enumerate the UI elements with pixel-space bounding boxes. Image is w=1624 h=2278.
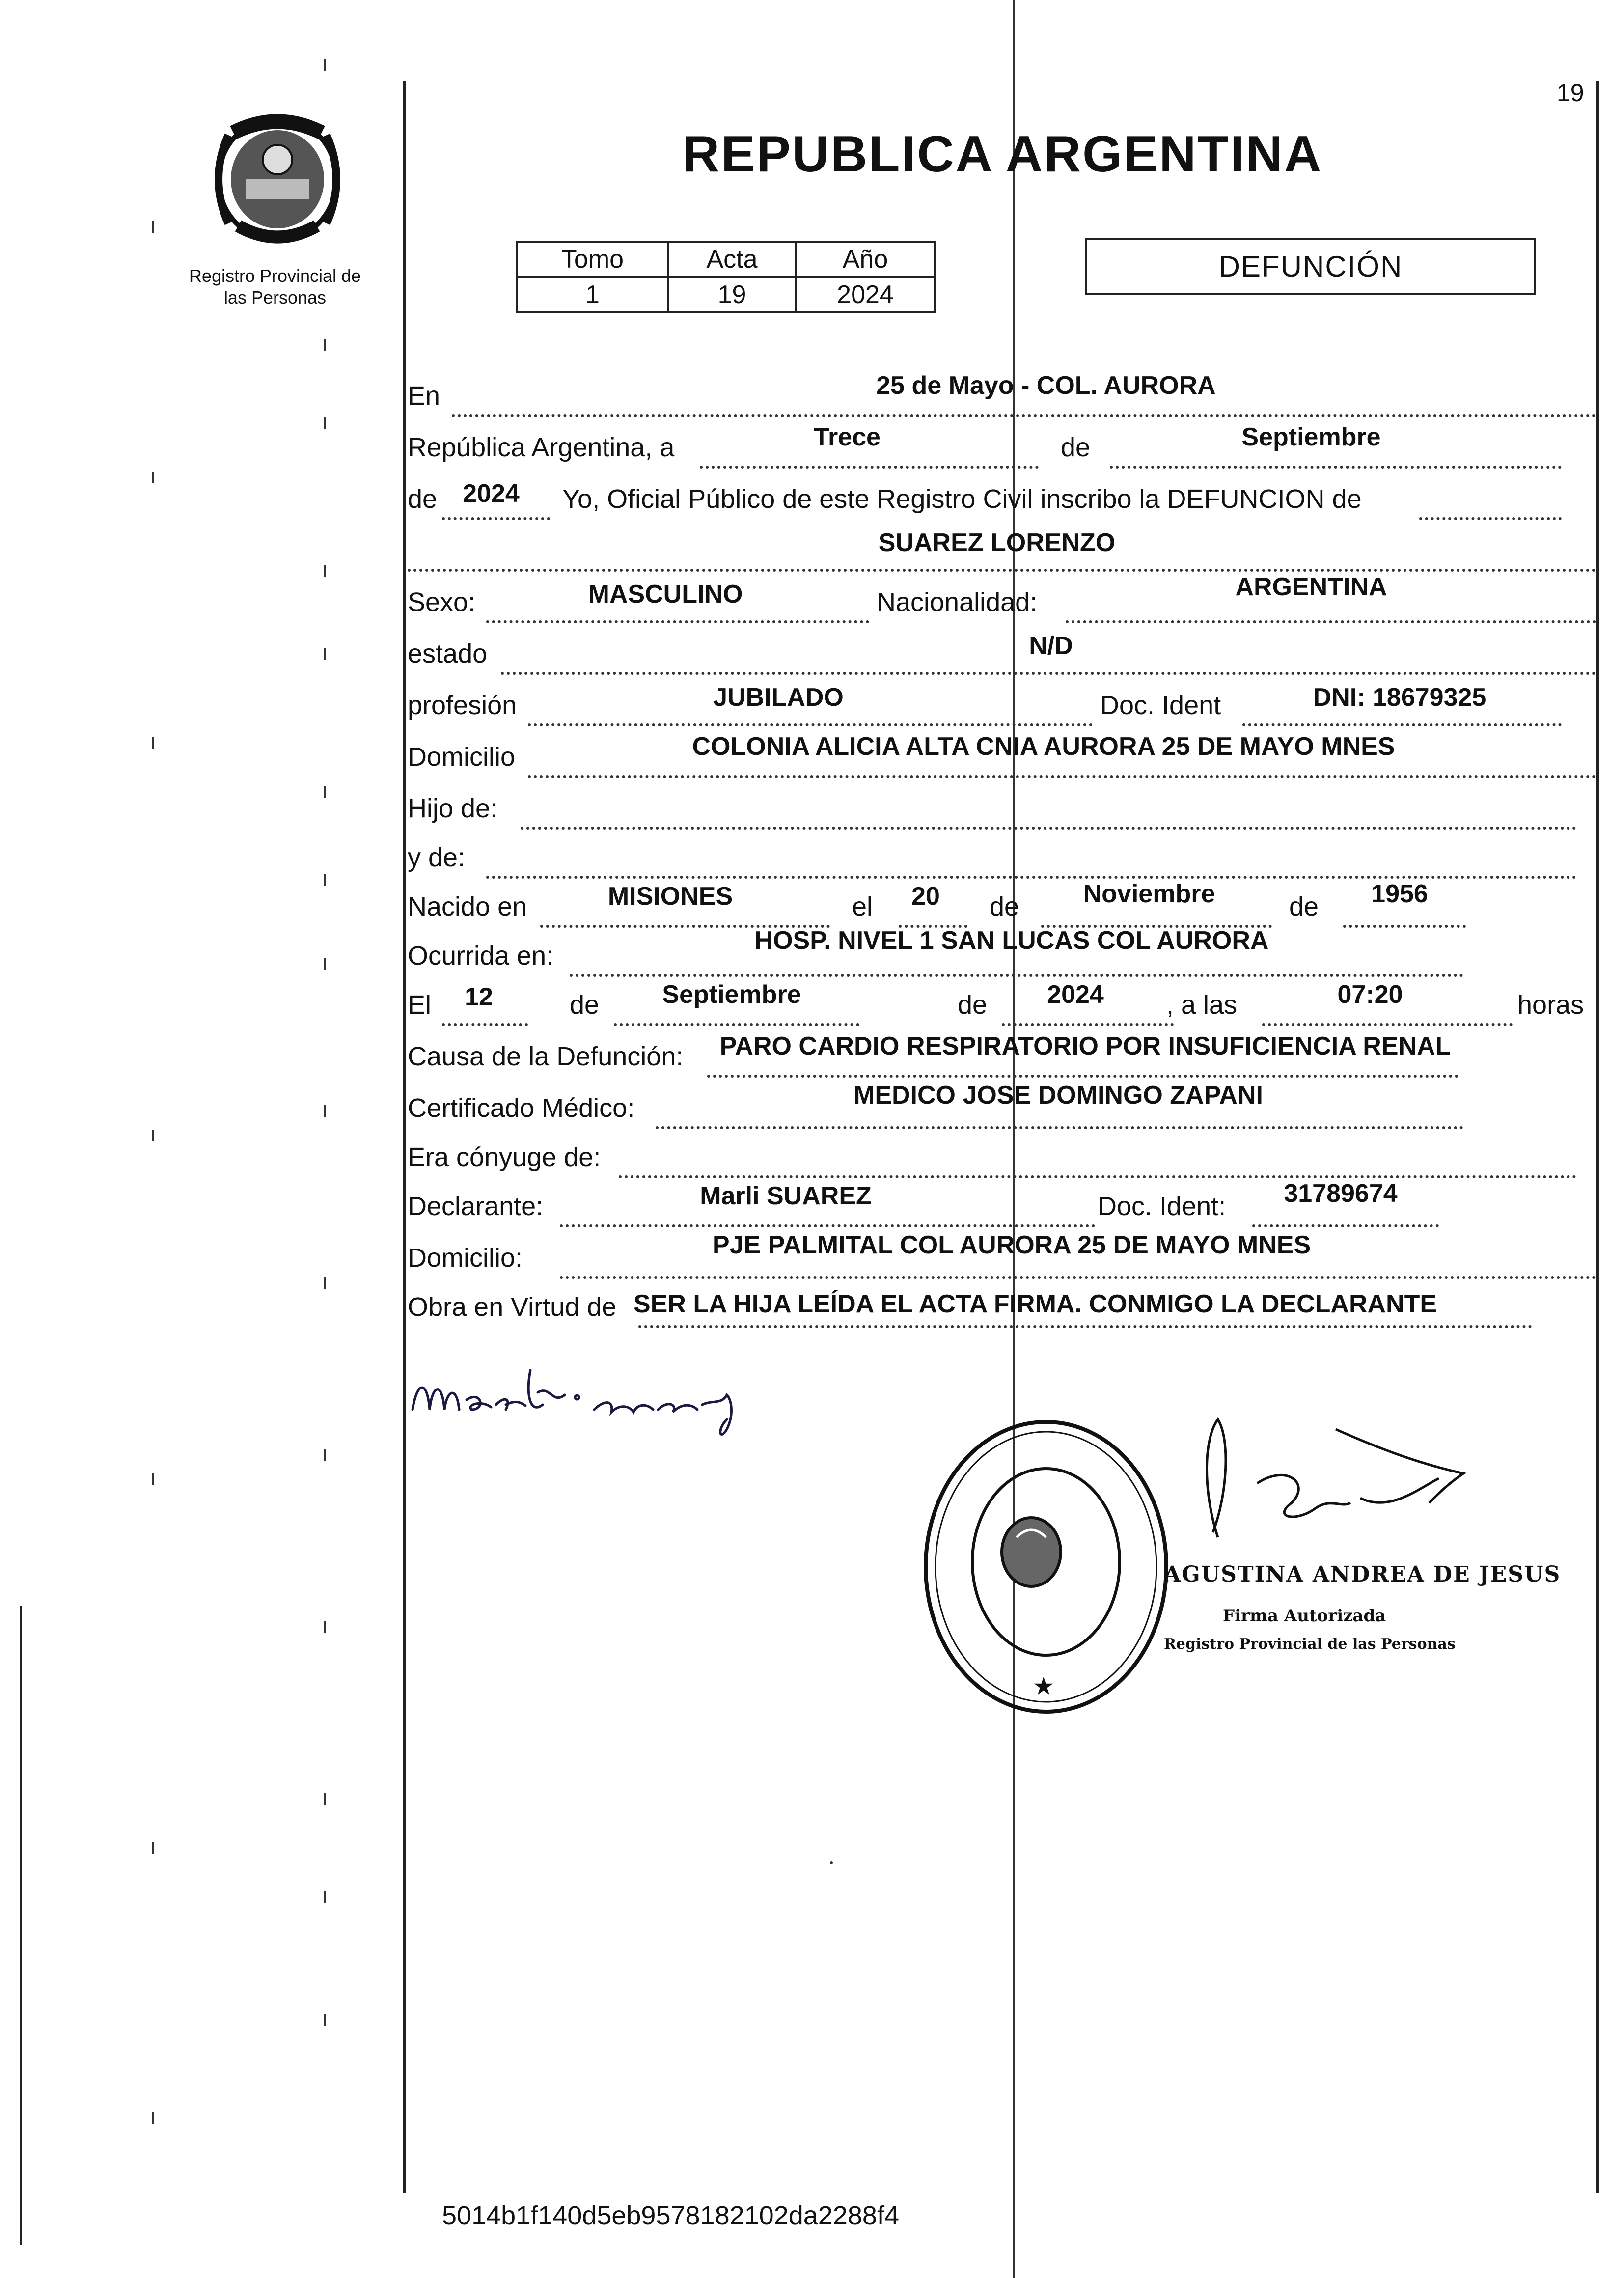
officer-line xyxy=(1419,489,1562,520)
declarante-value: Marli SUAREZ xyxy=(700,1182,872,1210)
profesion-value: JUBILADO xyxy=(713,683,844,712)
sexo-label: Sexo: xyxy=(408,587,476,617)
de-label-4: de xyxy=(1289,892,1319,921)
country-title: REPUBLICA ARGENTINA xyxy=(683,126,1323,183)
official-title: Firma Autorizada xyxy=(1223,1606,1386,1626)
authorized-signature xyxy=(1144,1410,1498,1559)
registry-label xyxy=(172,265,378,308)
conyuge-label: Era cónyuge de: xyxy=(408,1142,601,1172)
obra-value: SER LA HIJA LEÍDA EL ACTA FIRMA. CONMIGO LA DECLARANTE xyxy=(633,1290,1437,1318)
document-type-box: DEFUNCIÓN xyxy=(1085,238,1536,295)
stray-dot xyxy=(830,1861,833,1864)
de-label-1: de xyxy=(1061,433,1091,462)
tomo-header: Tomo xyxy=(517,242,668,277)
ocurrida-label: Ocurrida en: xyxy=(408,941,554,971)
birth-year-value: 1956 xyxy=(1371,880,1428,908)
causa-value: PARO CARDIO RESPIRATORIO POR INSUFICIENCIA RENAL xyxy=(719,1032,1451,1060)
svg-text:★: ★ xyxy=(1032,1672,1055,1700)
tomo-value: 1 xyxy=(517,277,668,312)
nacionalidad-label: Nacionalidad: xyxy=(877,587,1038,617)
doc-ident-value: DNI: 18679325 xyxy=(1313,683,1486,712)
official-seal xyxy=(918,1415,1174,1722)
officer-text: Yo, Oficial Público de este Registro Civil inscribo la DEFUNCION de xyxy=(562,484,1362,514)
el-label: el xyxy=(852,892,873,921)
registry-label-line2: las Personas xyxy=(223,287,327,307)
doc-ident2-value: 31789674 xyxy=(1284,1179,1398,1208)
profesion-label: profesión xyxy=(408,691,517,720)
conyuge-line xyxy=(619,1147,1576,1178)
nacido-value: MISIONES xyxy=(607,882,733,911)
death-month-value: Septiembre xyxy=(662,980,801,1009)
causa-label: Causa de la Defunción: xyxy=(408,1042,684,1071)
official-institution: Registro Provincial de las Personas xyxy=(1164,1636,1456,1653)
en-label: En xyxy=(408,381,440,411)
de-label-2: de xyxy=(408,484,438,514)
hijo-label: Hijo de: xyxy=(408,794,498,823)
anio-header: Año xyxy=(796,242,935,277)
republic-label: República Argentina, a xyxy=(408,433,675,462)
anio-value: 2024 xyxy=(796,277,935,312)
month-value: Septiembre xyxy=(1241,423,1381,451)
estado-label: estado xyxy=(408,639,488,668)
left-scan-ticks-outer xyxy=(152,0,154,2278)
fold-line xyxy=(1013,0,1015,2278)
de-label-6: de xyxy=(958,990,988,1020)
reference-table xyxy=(516,241,936,313)
day-value: Trece xyxy=(814,423,881,451)
province-logo xyxy=(199,106,356,248)
horas-label: horas xyxy=(1517,990,1584,1020)
yde-line xyxy=(486,847,1576,879)
domicilio-value: COLONIA ALICIA ALTA CNIA AURORA 25 DE MAYO MNES xyxy=(692,732,1395,761)
el2-label: El xyxy=(408,990,432,1020)
birth-month-value: Noviembre xyxy=(1083,880,1215,908)
page-number: 19 xyxy=(1557,79,1584,107)
yde-label: y de: xyxy=(408,843,466,872)
domicilio-label: Domicilio xyxy=(408,742,516,772)
death-year-value: 2024 xyxy=(1047,980,1104,1009)
alas-label: , a las xyxy=(1166,990,1238,1020)
sexo-value: MASCULINO xyxy=(588,580,743,609)
de-label-5: de xyxy=(570,990,600,1020)
acta-value: 19 xyxy=(668,277,796,312)
left-margin-line xyxy=(403,81,406,2193)
certificado-label: Certificado Médico: xyxy=(408,1093,635,1123)
official-name: AGUSTINA ANDREA DE JESUS xyxy=(1164,1562,1561,1587)
obra-label: Obra en Virtud de xyxy=(408,1292,617,1322)
birth-day-value: 20 xyxy=(911,882,940,911)
left-edge-mark xyxy=(20,1606,22,2245)
nacionalidad-value: ARGENTINA xyxy=(1235,573,1387,601)
certificado-value: MEDICO JOSE DOMINGO ZAPANI xyxy=(853,1081,1263,1110)
declarante-label: Declarante: xyxy=(408,1192,544,1221)
domicilio2-label: Domicilio: xyxy=(408,1243,523,1273)
death-time-value: 07:20 xyxy=(1337,980,1403,1009)
nacido-label: Nacido en xyxy=(408,892,527,921)
registry-label-line1: Registro Provincial de xyxy=(189,266,361,286)
de-label-3: de xyxy=(990,892,1019,921)
declarant-signature xyxy=(408,1351,810,1451)
right-margin-line xyxy=(1596,81,1599,2193)
domicilio2-value: PJE PALMITAL COL AURORA 25 DE MAYO MNES xyxy=(712,1231,1311,1259)
estado-value: N/D xyxy=(1029,632,1073,660)
doc-ident2-label: Doc. Ident: xyxy=(1098,1192,1226,1221)
ocurrida-value: HOSP. NIVEL 1 SAN LUCAS COL AURORA xyxy=(754,926,1269,955)
doc-ident-label: Doc. Ident xyxy=(1100,691,1221,720)
left-scan-ticks xyxy=(324,0,326,2278)
death-day-value: 12 xyxy=(465,983,493,1011)
year-value: 2024 xyxy=(463,479,520,508)
place-value: 25 de Mayo - COL. AURORA xyxy=(876,371,1216,400)
acta-header: Acta xyxy=(668,242,796,277)
deceased-name: SUAREZ LORENZO xyxy=(878,528,1116,557)
hijo-line xyxy=(521,798,1576,830)
document-hash: 5014b1f140d5eb9578182102da2288f4 xyxy=(442,2201,899,2230)
